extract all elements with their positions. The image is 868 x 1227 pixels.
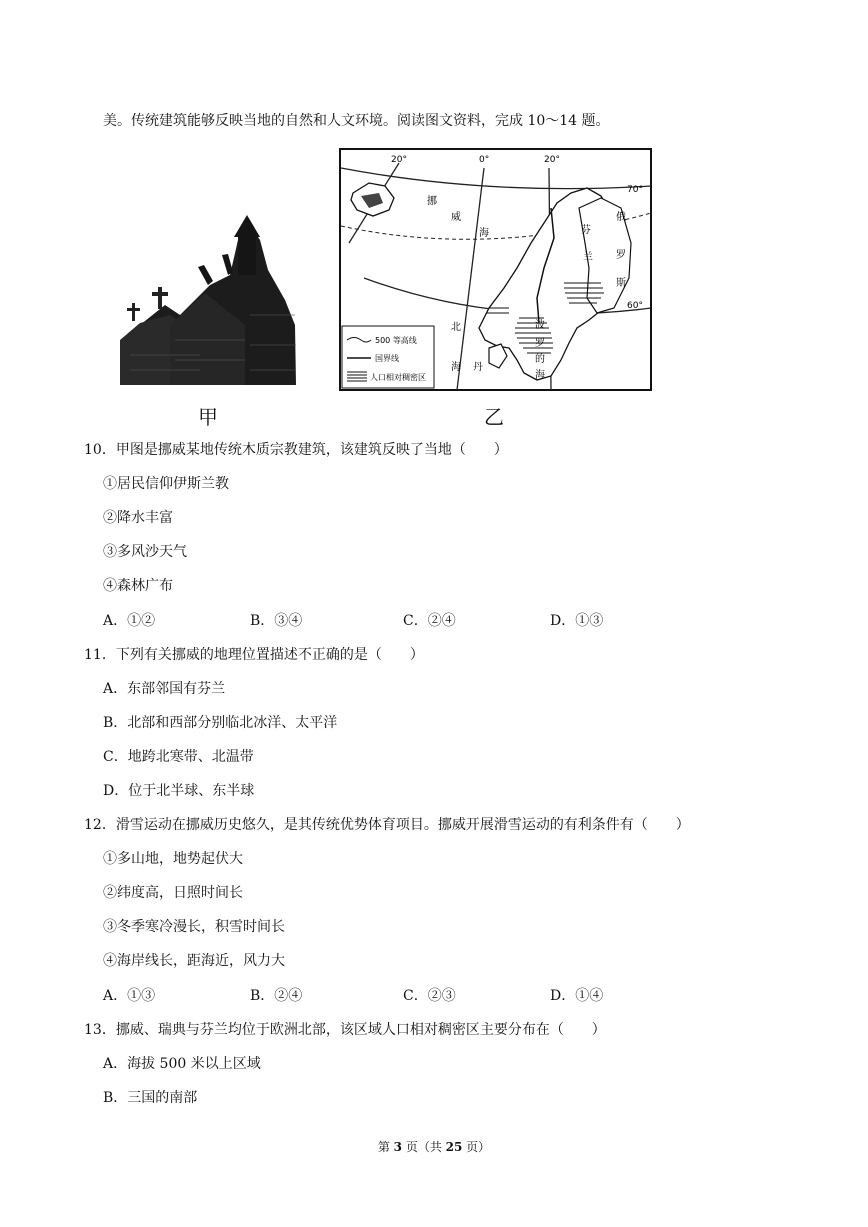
- page-footer: [0, 1138, 868, 1155]
- q11-option-a[interactable]: A．东部邻国有芬兰: [103, 681, 226, 697]
- footer-prefix: 第: [377, 1140, 394, 1154]
- intro-text: 美。传统建筑能够反映当地的自然和人文环境。阅读图文资料，完成 10～14 题。: [103, 113, 610, 129]
- map-label: 挪: [427, 196, 437, 207]
- legend-contour: 500 等高线: [375, 336, 417, 345]
- map-label: 威: [451, 212, 461, 223]
- question-13-stem: 13．挪威、瑞典与芬兰均位于欧洲北部，该区域人口相对稠密区主要分布在（ ）: [84, 1022, 606, 1038]
- q10-statement-2: ②降水丰富: [103, 510, 173, 526]
- q12-statement-2: ②纬度高，日照时间长: [103, 885, 243, 901]
- map-label: 海: [535, 370, 545, 381]
- q12-option-a[interactable]: A．①③: [103, 988, 156, 1004]
- q10-option-c[interactable]: C．②④: [403, 613, 456, 629]
- footer-total-pages: 25: [445, 1140, 463, 1154]
- stave-church-image: [110, 215, 300, 390]
- map-label: 的: [535, 354, 545, 365]
- figure-jia-label: 甲: [198, 405, 218, 429]
- q12-option-d[interactable]: D．①④: [550, 988, 604, 1004]
- q12-statement-1: ①多山地，地势起伏大: [103, 851, 243, 867]
- q10-option-d[interactable]: D．①③: [550, 613, 604, 629]
- figure-jia: [110, 215, 300, 390]
- map-label: 北: [451, 322, 461, 333]
- lon-label-20w: 20°: [391, 155, 407, 165]
- footer-middle: 页（共: [402, 1140, 446, 1154]
- map-label: 波: [535, 320, 545, 331]
- q12-statement-3: ③冬季寒冷漫长，积雪时间长: [103, 919, 285, 935]
- q11-option-c[interactable]: C．地跨北寒带、北温带: [103, 749, 254, 765]
- figure-yi-label: 乙: [484, 405, 504, 429]
- scandinavia-map: [339, 148, 652, 391]
- lat-label-70: 70°: [627, 185, 643, 195]
- footer-suffix: 页）: [462, 1140, 491, 1154]
- map-label: 海: [451, 362, 461, 373]
- q10-option-b[interactable]: B．③④: [250, 613, 303, 629]
- legend-border: 国界线: [375, 354, 399, 363]
- map-label: 罗: [616, 250, 626, 261]
- q12-statement-4: ④海岸线长，距海近，风力大: [103, 953, 285, 969]
- q13-option-b[interactable]: B．三国的南部: [103, 1090, 198, 1106]
- q10-statement-3: ③多风沙天气: [103, 544, 187, 560]
- q13-option-a[interactable]: A．海拔 500 米以上区域: [103, 1056, 261, 1072]
- map-label: 俄: [616, 212, 626, 223]
- legend-density: 人口相对稠密区: [370, 373, 426, 382]
- footer-page-number: 3: [393, 1140, 402, 1154]
- map-label: 海: [479, 228, 489, 239]
- question-12-stem: 12．滑雪运动在挪威历史悠久，是其传统优势体育项目。挪威开展滑雪运动的有利条件有（ ）: [84, 817, 690, 833]
- map-label: 斯: [616, 278, 626, 289]
- lat-label-60: 60°: [627, 301, 643, 311]
- map-label: 罗: [535, 338, 545, 349]
- map-label: 芬: [581, 225, 591, 236]
- map-label: 兰: [583, 252, 593, 263]
- q12-option-c[interactable]: C．②③: [403, 988, 456, 1004]
- q11-option-b[interactable]: B．北部和西部分别临北冰洋、太平洋: [103, 715, 338, 731]
- q12-option-b[interactable]: B．②④: [250, 988, 303, 1004]
- map-label: 丹: [473, 362, 483, 373]
- q11-option-d[interactable]: D．位于北半球、东半球: [103, 783, 255, 799]
- q10-statement-1: ①居民信仰伊斯兰教: [103, 476, 229, 492]
- lon-label-0: 0°: [479, 155, 490, 165]
- lon-label-20e: 20°: [544, 155, 560, 165]
- question-10-stem: 10．甲图是挪威某地传统木质宗教建筑，该建筑反映了当地（ ）: [84, 442, 508, 458]
- q10-statement-4: ④森林广布: [103, 578, 173, 594]
- map-legend: [342, 326, 434, 388]
- question-11-stem: 11．下列有关挪威的地理位置描述不正确的是（ ）: [84, 647, 424, 663]
- figure-yi-map: [339, 148, 652, 391]
- q10-option-a[interactable]: A．①②: [103, 613, 156, 629]
